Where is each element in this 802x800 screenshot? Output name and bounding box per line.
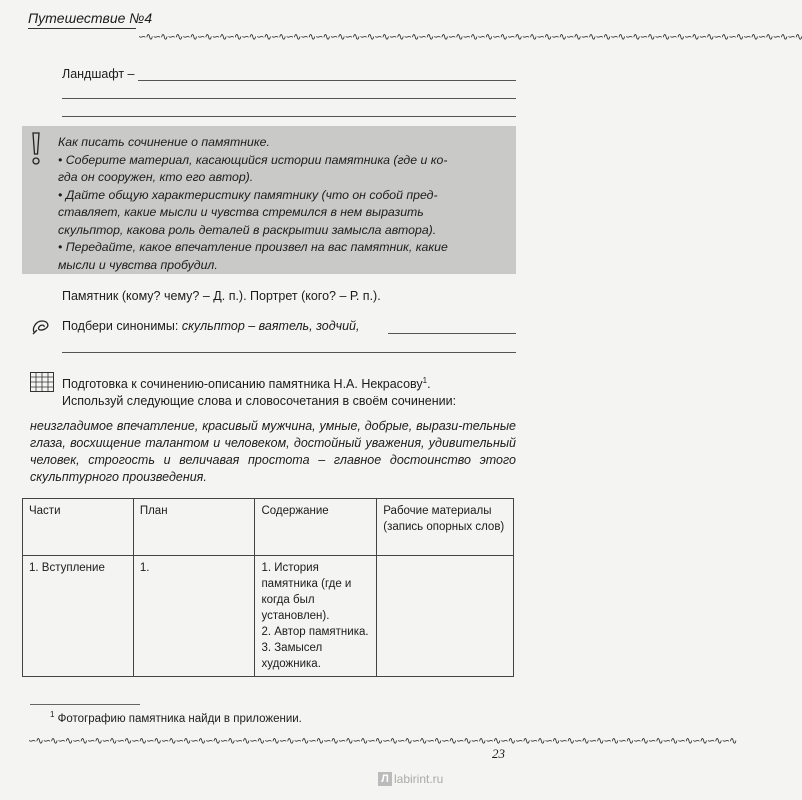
footnote-rule xyxy=(30,704,140,705)
essay-prep-heading xyxy=(62,372,516,410)
synonyms-line-2[interactable] xyxy=(62,352,516,353)
landscape-line-1[interactable] xyxy=(138,80,516,81)
header-ornament: ∽∿∽∿∽∿∽∿∽∿∽∿∽∿∽∿∽∿∽∿∽∿∽∿∽∿∽∿∽∿∽∿∽∿∽∿∽∿∽∿∽∿∽∿∽∿∽∿∽∿∽∿∽∿∽∿∽∿∽∿∽∿∽∿∽∿∽∿∽∿∽∿∽∿∽∿∽∿∽∿∽∿∽∿∽∿∽∿∽∿ xyxy=(138,32,802,43)
tip-box-text xyxy=(58,134,510,274)
cell-part: 1. Вступление xyxy=(23,556,134,677)
essay-plan-table xyxy=(22,498,514,677)
chapter-title: Путешествие №4 xyxy=(28,10,153,26)
content-item: 2. Автор памятника. xyxy=(261,626,369,638)
tip-line: гда он сооружен, кто его автор). xyxy=(58,170,254,184)
pen-icon xyxy=(30,318,52,336)
tip-line: • Дайте общую характеристику памятнику (что он собой пред- xyxy=(58,187,438,202)
synonyms-task xyxy=(62,318,359,335)
table-row xyxy=(23,556,514,677)
landscape-label: Ландшафт – xyxy=(62,67,135,81)
footnote xyxy=(50,710,302,725)
content-item: 3. Замысел художника. xyxy=(261,642,323,670)
vocabulary-text: неизгладимое впечатление, красивый мужчина, умные, добрые, вырази-тельные глаза, восхищение талантом и человеком, достойный уважения, удивительный человек, строгость и величавая простота – главное достоинство этого скульптурного произведения. xyxy=(30,419,516,484)
tip-line: ставляет, какие мысли и чувства стремился в нем выразить xyxy=(58,205,424,219)
header-plan: План xyxy=(133,499,255,556)
table-header-row xyxy=(23,499,514,556)
tip-line: скульптор, какова роль деталей в раскрытии замысла автора). xyxy=(58,222,437,237)
page-number: 23 xyxy=(492,746,505,761)
landscape-line-3[interactable] xyxy=(62,116,516,117)
exclamation-icon xyxy=(30,132,42,166)
header-content: Содержание xyxy=(255,499,377,556)
tip-line: • Передайте, какое впечатление произвел на вас памятник, какие xyxy=(58,240,448,254)
synonyms-prefix: Подбери синонимы: xyxy=(62,319,182,333)
cell-plan[interactable]: 1. xyxy=(133,556,255,677)
synonyms-example: скульптор – ваятель, зодчий, xyxy=(181,319,360,333)
footnote-text: Фотографию памятника найди в приложении. xyxy=(54,712,302,725)
tip-line: • Соберите материал, касающийся истории памятника (где и ко- xyxy=(58,152,448,167)
cell-content xyxy=(255,556,377,677)
tip-line: Как писать сочинение о памятнике. xyxy=(58,135,270,149)
header-rule xyxy=(28,28,136,29)
landscape-line-2[interactable] xyxy=(62,98,516,99)
header-parts: Части xyxy=(23,499,134,556)
watermark-text: labirint.ru xyxy=(394,772,444,786)
synonyms-line-1[interactable] xyxy=(388,333,516,334)
cell-materials[interactable] xyxy=(377,556,514,677)
footer-ornament: ∽∿∽∿∽∿∽∿∽∿∽∿∽∿∽∿∽∿∽∿∽∿∽∿∽∿∽∿∽∿∽∿∽∿∽∿∽∿∽∿∽∿∽∿∽∿∽∿∽∿∽∿∽∿∽∿∽∿∽∿∽∿∽∿∽∿∽∿∽∿∽∿∽∿∽∿∽∿∽∿∽∿∽∿∽∿∽∿∽∿∽∿∽∿∽∿ xyxy=(28,736,737,747)
tip-line: мысли и чувства пробудил. xyxy=(58,257,218,272)
footnote-ref: 1 xyxy=(422,376,428,385)
essay-prep-line-1: Подготовка к сочинению-описанию памятника Н.А. Некрасову$^1$. xyxy=(62,376,431,392)
header-materials: Рабочие материалы (запись опорных слов) xyxy=(377,499,514,556)
monument-cases: Памятник (кому? чему? – Д. п.). Портрет (кого? – Р. п.). xyxy=(62,289,381,303)
essay-prep-line-2: Используй следующие слова и словосочетания в своём сочинении: xyxy=(62,394,457,409)
table-grid-icon xyxy=(30,372,54,392)
labirint-logo: Л xyxy=(378,772,392,786)
content-item: 1. История памятника (где и когда был установлен). xyxy=(261,562,352,622)
footnote-mark: 1 xyxy=(50,710,55,719)
